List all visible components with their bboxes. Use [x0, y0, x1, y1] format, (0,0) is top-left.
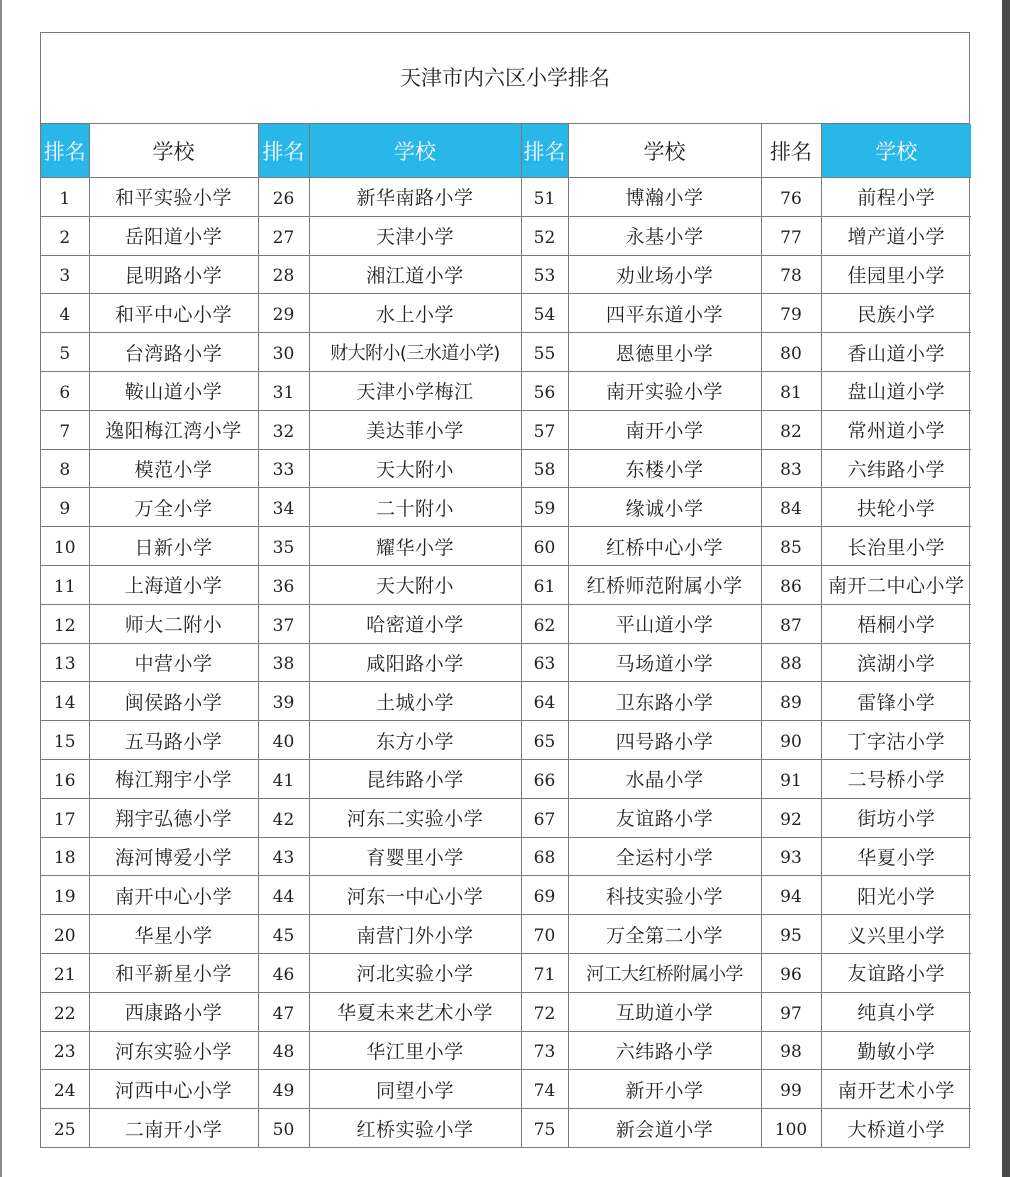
table-row — [41, 1109, 971, 1147]
rank-cell: 73 — [521, 1031, 568, 1070]
school-cell: 水上小学 — [309, 294, 521, 333]
rank-cell: 91 — [761, 759, 821, 798]
rank-cell: 58 — [521, 449, 568, 488]
table-row — [41, 759, 971, 798]
rank-cell: 69 — [521, 876, 568, 915]
header-rank: 排名 — [41, 124, 89, 178]
rank-cell: 50 — [258, 1109, 309, 1147]
rank-cell: 36 — [258, 565, 309, 604]
rank-cell: 22 — [41, 992, 89, 1031]
school-cell: 同望小学 — [309, 1070, 521, 1109]
school-cell: 河西中心小学 — [89, 1070, 258, 1109]
table-row — [41, 488, 971, 527]
rank-cell: 18 — [41, 837, 89, 876]
rank-cell: 6 — [41, 371, 89, 410]
school-cell: 南开二中心小学 — [821, 565, 971, 604]
table-row — [41, 643, 971, 682]
rank-cell: 94 — [761, 876, 821, 915]
rank-cell: 70 — [521, 915, 568, 954]
rank-cell: 49 — [258, 1070, 309, 1109]
header-row — [41, 124, 971, 178]
school-cell: 南营门外小学 — [309, 915, 521, 954]
school-cell: 土城小学 — [309, 682, 521, 721]
school-cell: 河东实验小学 — [89, 1031, 258, 1070]
rank-cell: 67 — [521, 798, 568, 837]
rank-cell: 7 — [41, 410, 89, 449]
school-cell: 博瀚小学 — [568, 178, 761, 217]
table-row — [41, 294, 971, 333]
school-cell: 五马路小学 — [89, 721, 258, 760]
rank-cell: 42 — [258, 798, 309, 837]
school-cell: 美达菲小学 — [309, 410, 521, 449]
header-rank: 排名 — [521, 124, 568, 178]
rank-cell: 61 — [521, 565, 568, 604]
school-cell: 河工大红桥附属小学 — [568, 953, 761, 992]
rank-cell: 13 — [41, 643, 89, 682]
rank-cell: 12 — [41, 604, 89, 643]
rank-cell: 81 — [761, 371, 821, 410]
school-cell: 红桥中心小学 — [568, 527, 761, 566]
school-cell: 雷锋小学 — [821, 682, 971, 721]
rank-cell: 51 — [521, 178, 568, 217]
rank-cell: 79 — [761, 294, 821, 333]
rank-cell: 92 — [761, 798, 821, 837]
school-cell: 华江里小学 — [309, 1031, 521, 1070]
table-row — [41, 1031, 971, 1070]
school-cell: 盘山道小学 — [821, 371, 971, 410]
school-cell: 扶轮小学 — [821, 488, 971, 527]
rank-cell: 78 — [761, 255, 821, 294]
rank-cell: 27 — [258, 216, 309, 255]
table-row — [41, 371, 971, 410]
rank-cell: 86 — [761, 565, 821, 604]
ranking-table — [41, 124, 971, 1147]
school-cell: 科技实验小学 — [568, 876, 761, 915]
school-cell: 华夏未来艺术小学 — [309, 992, 521, 1031]
school-cell: 鞍山道小学 — [89, 371, 258, 410]
rank-cell: 63 — [521, 643, 568, 682]
rank-cell: 76 — [761, 178, 821, 217]
rank-cell: 29 — [258, 294, 309, 333]
table-row — [41, 992, 971, 1031]
table-row — [41, 1070, 971, 1109]
school-cell: 二十附小 — [309, 488, 521, 527]
school-cell: 天大附小 — [309, 449, 521, 488]
rank-cell: 47 — [258, 992, 309, 1031]
school-cell: 东方小学 — [309, 721, 521, 760]
table-row — [41, 216, 971, 255]
left-page-edge — [0, 0, 2, 1177]
rank-cell: 9 — [41, 488, 89, 527]
table-row — [41, 604, 971, 643]
rank-cell: 17 — [41, 798, 89, 837]
school-cell: 日新小学 — [89, 527, 258, 566]
table-row — [41, 333, 971, 372]
school-cell: 卫东路小学 — [568, 682, 761, 721]
table-row — [41, 565, 971, 604]
rank-cell: 83 — [761, 449, 821, 488]
school-cell: 河东二实验小学 — [309, 798, 521, 837]
rank-cell: 4 — [41, 294, 89, 333]
school-cell: 劝业场小学 — [568, 255, 761, 294]
rank-cell: 14 — [41, 682, 89, 721]
school-cell: 前程小学 — [821, 178, 971, 217]
school-cell: 逸阳梅江湾小学 — [89, 410, 258, 449]
school-cell: 西康路小学 — [89, 992, 258, 1031]
table-row — [41, 915, 971, 954]
school-cell: 水晶小学 — [568, 759, 761, 798]
rank-cell: 34 — [258, 488, 309, 527]
rank-cell: 45 — [258, 915, 309, 954]
school-cell: 勤敏小学 — [821, 1031, 971, 1070]
school-cell: 缘诚小学 — [568, 488, 761, 527]
rank-cell: 30 — [258, 333, 309, 372]
school-cell: 南开小学 — [568, 410, 761, 449]
ranking-sheet — [40, 32, 970, 1148]
school-cell: 南开实验小学 — [568, 371, 761, 410]
school-cell: 二号桥小学 — [821, 759, 971, 798]
school-cell: 增产道小学 — [821, 216, 971, 255]
rank-cell: 19 — [41, 876, 89, 915]
school-cell: 昆纬路小学 — [309, 759, 521, 798]
rank-cell: 64 — [521, 682, 568, 721]
rank-cell: 72 — [521, 992, 568, 1031]
school-cell: 天津小学 — [309, 216, 521, 255]
school-cell: 新会道小学 — [568, 1109, 761, 1147]
header-school: 学校 — [821, 124, 971, 178]
school-cell: 师大二附小 — [89, 604, 258, 643]
table-row — [41, 449, 971, 488]
rank-cell: 68 — [521, 837, 568, 876]
table-row — [41, 953, 971, 992]
school-cell: 河东一中心小学 — [309, 876, 521, 915]
header-school: 学校 — [309, 124, 521, 178]
rank-cell: 16 — [41, 759, 89, 798]
school-cell: 民族小学 — [821, 294, 971, 333]
rank-cell: 25 — [41, 1109, 89, 1147]
rank-cell: 48 — [258, 1031, 309, 1070]
rank-cell: 24 — [41, 1070, 89, 1109]
school-cell: 和平新星小学 — [89, 953, 258, 992]
school-cell: 天津小学梅江 — [309, 371, 521, 410]
table-body — [41, 178, 971, 1147]
school-cell: 友谊路小学 — [821, 953, 971, 992]
school-cell: 梧桐小学 — [821, 604, 971, 643]
rank-cell: 31 — [258, 371, 309, 410]
rank-cell: 57 — [521, 410, 568, 449]
school-cell: 佳园里小学 — [821, 255, 971, 294]
rank-cell: 65 — [521, 721, 568, 760]
sheet-title: 天津市内六区小学排名 — [41, 33, 969, 124]
rank-cell: 3 — [41, 255, 89, 294]
rank-cell: 62 — [521, 604, 568, 643]
rank-cell: 97 — [761, 992, 821, 1031]
rank-cell: 60 — [521, 527, 568, 566]
school-cell: 新华南路小学 — [309, 178, 521, 217]
school-cell: 新开小学 — [568, 1070, 761, 1109]
rank-cell: 54 — [521, 294, 568, 333]
school-cell: 和平中心小学 — [89, 294, 258, 333]
school-cell: 和平实验小学 — [89, 178, 258, 217]
table-row — [41, 255, 971, 294]
table-row — [41, 721, 971, 760]
rank-cell: 93 — [761, 837, 821, 876]
rank-cell: 43 — [258, 837, 309, 876]
school-cell: 全运村小学 — [568, 837, 761, 876]
school-cell: 财大附小(三水道小学) — [309, 333, 521, 372]
school-cell: 翔宇弘德小学 — [89, 798, 258, 837]
rank-cell: 100 — [761, 1109, 821, 1147]
rank-cell: 23 — [41, 1031, 89, 1070]
table-row — [41, 876, 971, 915]
rank-cell: 32 — [258, 410, 309, 449]
school-cell: 滨湖小学 — [821, 643, 971, 682]
table-row — [41, 682, 971, 721]
school-cell: 马场道小学 — [568, 643, 761, 682]
rank-cell: 5 — [41, 333, 89, 372]
rank-cell: 38 — [258, 643, 309, 682]
school-cell: 纯真小学 — [821, 992, 971, 1031]
school-cell: 四平东道小学 — [568, 294, 761, 333]
school-cell: 六纬路小学 — [821, 449, 971, 488]
rank-cell: 33 — [258, 449, 309, 488]
school-cell: 红桥实验小学 — [309, 1109, 521, 1147]
school-cell: 南开艺术小学 — [821, 1070, 971, 1109]
rank-cell: 37 — [258, 604, 309, 643]
rank-cell: 98 — [761, 1031, 821, 1070]
school-cell: 长治里小学 — [821, 527, 971, 566]
rank-cell: 52 — [521, 216, 568, 255]
school-cell: 平山道小学 — [568, 604, 761, 643]
header-school: 学校 — [89, 124, 258, 178]
school-cell: 常州道小学 — [821, 410, 971, 449]
header-rank: 排名 — [258, 124, 309, 178]
rank-cell: 75 — [521, 1109, 568, 1147]
school-cell: 万全第二小学 — [568, 915, 761, 954]
school-cell: 东楼小学 — [568, 449, 761, 488]
rank-cell: 87 — [761, 604, 821, 643]
school-cell: 哈密道小学 — [309, 604, 521, 643]
school-cell: 义兴里小学 — [821, 915, 971, 954]
rank-cell: 26 — [258, 178, 309, 217]
school-cell: 湘江道小学 — [309, 255, 521, 294]
rank-cell: 1 — [41, 178, 89, 217]
table-row — [41, 798, 971, 837]
rank-cell: 53 — [521, 255, 568, 294]
rank-cell: 66 — [521, 759, 568, 798]
school-cell: 台湾路小学 — [89, 333, 258, 372]
rank-cell: 11 — [41, 565, 89, 604]
rank-cell: 80 — [761, 333, 821, 372]
rank-cell: 99 — [761, 1070, 821, 1109]
rank-cell: 21 — [41, 953, 89, 992]
rank-cell: 55 — [521, 333, 568, 372]
school-cell: 友谊路小学 — [568, 798, 761, 837]
rank-cell: 88 — [761, 643, 821, 682]
school-cell: 闽侯路小学 — [89, 682, 258, 721]
school-cell: 海河博爱小学 — [89, 837, 258, 876]
rank-cell: 85 — [761, 527, 821, 566]
school-cell: 香山道小学 — [821, 333, 971, 372]
school-cell: 四号路小学 — [568, 721, 761, 760]
rank-cell: 90 — [761, 721, 821, 760]
school-cell: 阳光小学 — [821, 876, 971, 915]
school-cell: 大桥道小学 — [821, 1109, 971, 1147]
table-row — [41, 527, 971, 566]
school-cell: 咸阳路小学 — [309, 643, 521, 682]
rank-cell: 39 — [258, 682, 309, 721]
school-cell: 天大附小 — [309, 565, 521, 604]
school-cell: 二南开小学 — [89, 1109, 258, 1147]
rank-cell: 8 — [41, 449, 89, 488]
rank-cell: 41 — [258, 759, 309, 798]
school-cell: 六纬路小学 — [568, 1031, 761, 1070]
header-rank: 排名 — [761, 124, 821, 178]
rank-cell: 95 — [761, 915, 821, 954]
rank-cell: 2 — [41, 216, 89, 255]
table-row — [41, 178, 971, 217]
school-cell: 红桥师范附属小学 — [568, 565, 761, 604]
rank-cell: 15 — [41, 721, 89, 760]
rank-cell: 82 — [761, 410, 821, 449]
school-cell: 昆明路小学 — [89, 255, 258, 294]
school-cell: 华夏小学 — [821, 837, 971, 876]
school-cell: 万全小学 — [89, 488, 258, 527]
rank-cell: 44 — [258, 876, 309, 915]
rank-cell: 20 — [41, 915, 89, 954]
school-cell: 模范小学 — [89, 449, 258, 488]
school-cell: 岳阳道小学 — [89, 216, 258, 255]
header-school: 学校 — [568, 124, 761, 178]
rank-cell: 46 — [258, 953, 309, 992]
rank-cell: 74 — [521, 1070, 568, 1109]
right-page-edge — [1002, 0, 1010, 1177]
school-cell: 互助道小学 — [568, 992, 761, 1031]
school-cell: 华星小学 — [89, 915, 258, 954]
school-cell: 丁字沽小学 — [821, 721, 971, 760]
school-cell: 上海道小学 — [89, 565, 258, 604]
school-cell: 梅江翔宇小学 — [89, 759, 258, 798]
rank-cell: 10 — [41, 527, 89, 566]
rank-cell: 96 — [761, 953, 821, 992]
rank-cell: 28 — [258, 255, 309, 294]
rank-cell: 56 — [521, 371, 568, 410]
table-row — [41, 837, 971, 876]
school-cell: 中营小学 — [89, 643, 258, 682]
rank-cell: 89 — [761, 682, 821, 721]
school-cell: 永基小学 — [568, 216, 761, 255]
rank-cell: 35 — [258, 527, 309, 566]
school-cell: 恩德里小学 — [568, 333, 761, 372]
school-cell: 耀华小学 — [309, 527, 521, 566]
rank-cell: 84 — [761, 488, 821, 527]
school-cell: 河北实验小学 — [309, 953, 521, 992]
table-row — [41, 410, 971, 449]
school-cell: 街坊小学 — [821, 798, 971, 837]
rank-cell: 71 — [521, 953, 568, 992]
rank-cell: 40 — [258, 721, 309, 760]
rank-cell: 59 — [521, 488, 568, 527]
school-cell: 南开中心小学 — [89, 876, 258, 915]
school-cell: 育婴里小学 — [309, 837, 521, 876]
rank-cell: 77 — [761, 216, 821, 255]
